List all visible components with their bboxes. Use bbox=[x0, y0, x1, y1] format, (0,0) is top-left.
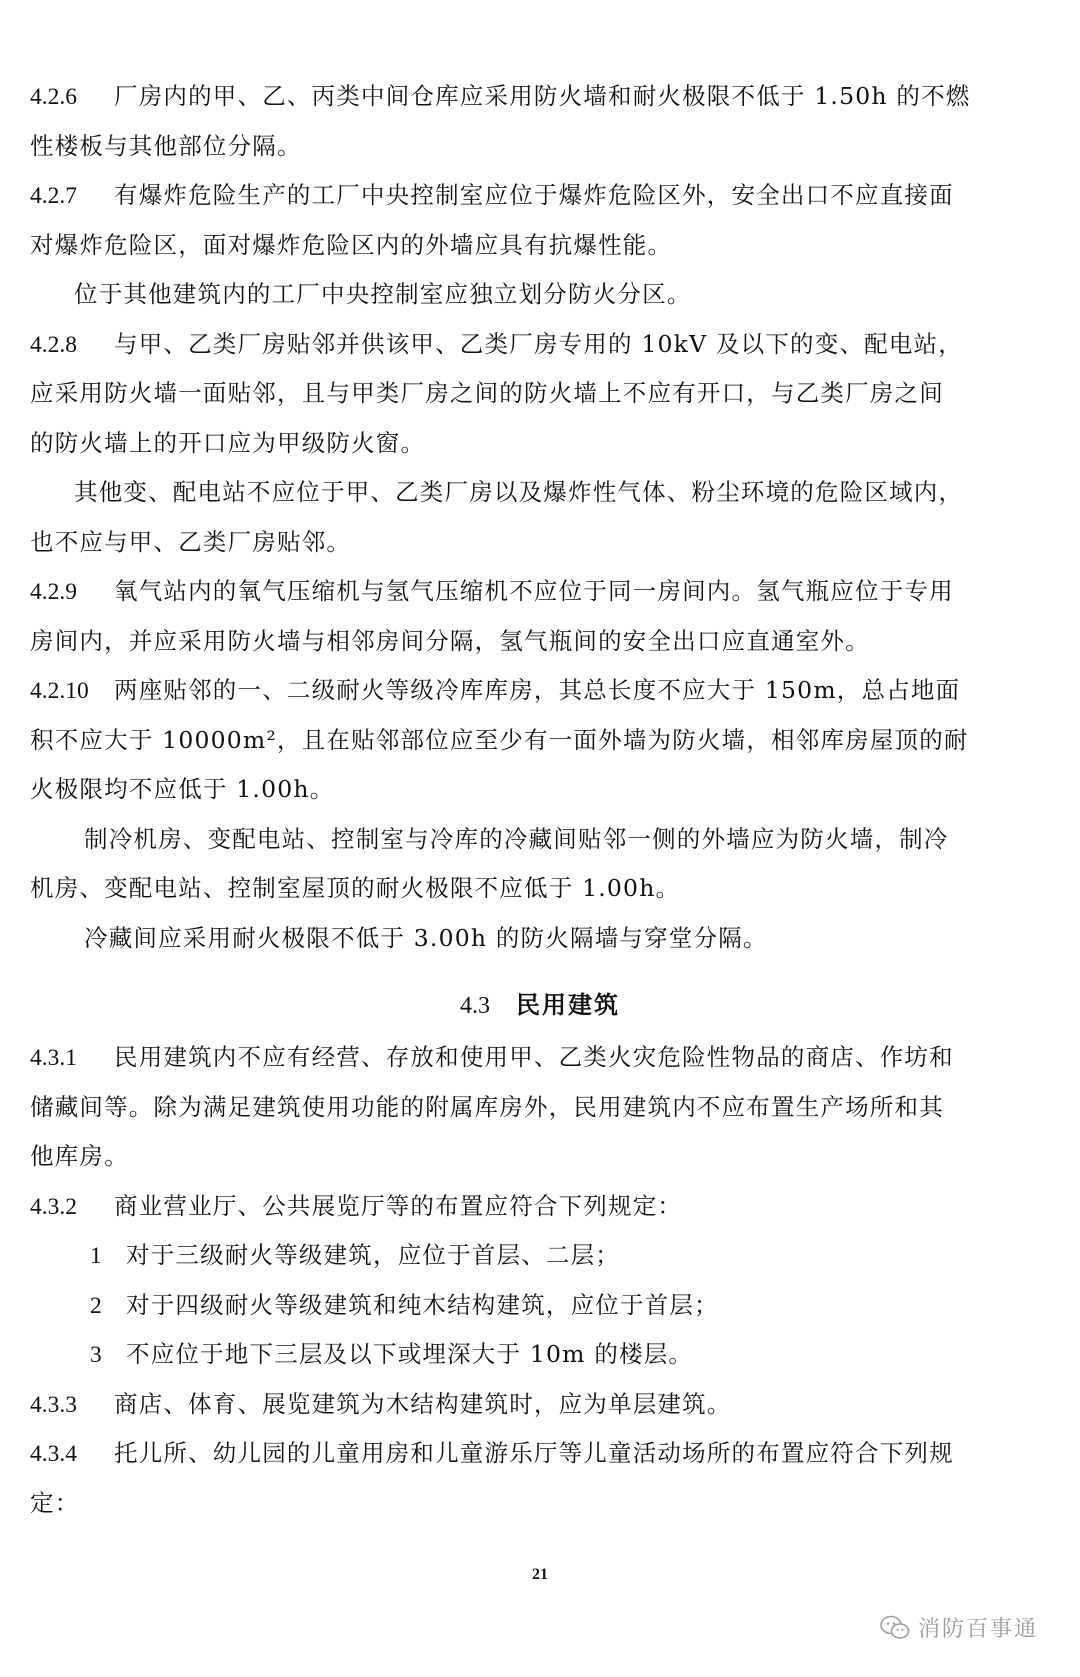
wechat-icon bbox=[880, 1615, 910, 1641]
text-line bbox=[30, 617, 990, 667]
line-text: 机房、变配电站、控制室屋顶的耐火极限不应低于 1.00h。 bbox=[30, 874, 681, 902]
text-line bbox=[30, 1182, 990, 1232]
text-line bbox=[30, 1083, 990, 1133]
line-text: 他库房。 bbox=[30, 1142, 129, 1170]
line-text: 也不应与甲、乙类厂房贴邻。 bbox=[30, 527, 352, 556]
text-line bbox=[30, 666, 990, 716]
line-text: 对于三级耐火等级建筑，应位于首层、二层； bbox=[126, 1241, 620, 1269]
line-text: 厂房内的甲、乙、丙类中间仓库应采用防火墙和耐火极限不低于 1.50h 的不燃 bbox=[114, 82, 971, 110]
line-text: 两座贴邻的一、二级耐火等级冷库库房，其总长度不应大于 150m，总占地面 bbox=[114, 676, 961, 704]
text-line bbox=[30, 270, 990, 320]
text-line bbox=[30, 1429, 990, 1479]
text-line bbox=[30, 171, 990, 221]
clause-number: 4.2.9 bbox=[30, 579, 77, 605]
list-item bbox=[30, 1231, 990, 1281]
text-line bbox=[30, 815, 990, 865]
text-line bbox=[30, 518, 990, 568]
line-text: 其他变、配电站不应位于甲、乙类厂房以及爆炸性气体、粉尘环境的危险区域内， bbox=[74, 478, 964, 506]
line-text: 商业营业厅、公共展览厅等的布置应符合下列规定： bbox=[114, 1191, 683, 1220]
line-text: 房间内，并应采用防火墙与相邻房间分隔，氢气瓶间的安全出口应直通室外。 bbox=[30, 626, 870, 655]
clause-number: 4.3.1 bbox=[30, 1045, 77, 1071]
line-text: 不应位于地下三层及以下或埋深大于 10m 的楼层。 bbox=[126, 1340, 694, 1368]
item-number: 2 bbox=[90, 1292, 102, 1319]
section-heading bbox=[0, 985, 1080, 1020]
line-text: 位于其他建筑内的工厂中央控制室应独立划分防火分区。 bbox=[74, 280, 692, 308]
line-text: 储藏间等。除为满足建筑使用功能的附属库房外，民用建筑内不应布置生产场所和其 bbox=[30, 1092, 944, 1121]
clause-number: 4.2.10 bbox=[30, 678, 89, 704]
section-title: 民用建筑 bbox=[516, 990, 620, 1019]
page-number: 21 bbox=[532, 1566, 548, 1583]
text-line bbox=[30, 72, 990, 122]
line-text: 商店、体育、展览建筑为木结构建筑时，应为单层建筑。 bbox=[114, 1389, 732, 1418]
section-number: 4.3 bbox=[460, 993, 490, 1019]
line-text: 有爆炸危险生产的工厂中央控制室应位于爆炸危险区外，安全出口不应直接面 bbox=[114, 181, 954, 209]
clause-number: 4.3.4 bbox=[30, 1441, 77, 1467]
text-line bbox=[30, 864, 990, 914]
list-item bbox=[30, 1281, 990, 1331]
clause-number: 4.2.6 bbox=[30, 84, 77, 110]
item-number: 3 bbox=[90, 1342, 102, 1368]
clause-number: 4.2.8 bbox=[30, 331, 77, 358]
text-line bbox=[30, 567, 990, 617]
text-line bbox=[30, 716, 990, 766]
clause-number: 4.3.2 bbox=[30, 1193, 77, 1220]
line-text: 火极限均不应低于 1.00h。 bbox=[30, 775, 335, 803]
text-line bbox=[30, 468, 990, 518]
line-text: 民用建筑内不应有经营、存放和使用甲、乙类火灾危险性物品的商店、作坊和 bbox=[114, 1043, 954, 1071]
watermark bbox=[880, 1612, 1038, 1643]
line-text: 的防火墙上的开口应为甲级防火窗。 bbox=[30, 428, 426, 457]
line-text: 与甲、乙类厂房贴邻并供该甲、乙类厂房专用的 10kV 及以下的变、配电站， bbox=[114, 329, 963, 358]
line-text: 制冷机房、变配电站、控制室与冷库的冷藏间贴邻一侧的外墙应为防火墙，制冷 bbox=[84, 824, 949, 853]
line-text: 对爆炸危险区，面对爆炸危险区内的外墙应具有抗爆性能。 bbox=[30, 230, 673, 259]
section-4-3-text bbox=[30, 1033, 990, 1528]
section-4-2-text bbox=[30, 72, 990, 963]
text-line bbox=[30, 320, 990, 370]
line-text: 对于四级耐火等级建筑和纯木结构建筑，应位于首层； bbox=[126, 1290, 719, 1319]
text-line bbox=[30, 1132, 990, 1182]
item-number: 1 bbox=[90, 1243, 102, 1269]
text-line bbox=[30, 914, 990, 964]
line-text: 性楼板与其他部位分隔。 bbox=[30, 131, 302, 160]
line-text: 定： bbox=[30, 1488, 80, 1517]
clause-number: 4.3.3 bbox=[30, 1391, 77, 1418]
text-line bbox=[30, 1479, 990, 1529]
line-text: 积不应大于 10000m²，且在贴邻部位应至少有一面外墙为防火墙，相邻库房屋顶的耐 bbox=[30, 725, 969, 754]
line-text: 氧气站内的氧气压缩机与氢气压缩机不应位于同一房间内。氢气瓶应位于专用 bbox=[114, 577, 954, 605]
line-text: 应采用防火墙一面贴邻，且与甲类厂房之间的防火墙上不应有开口，与乙类厂房之间 bbox=[30, 379, 944, 407]
text-line bbox=[30, 369, 990, 419]
watermark-text: 消防百事通 bbox=[918, 1617, 1039, 1642]
line-text: 托儿所、幼儿园的儿童用房和儿童游乐厅等儿童活动场所的布置应符合下列规 bbox=[114, 1439, 954, 1467]
text-line bbox=[30, 1380, 990, 1430]
clause-number: 4.2.7 bbox=[30, 183, 77, 209]
text-line bbox=[30, 122, 990, 172]
line-text: 冷藏间应采用耐火极限不低于 3.00h 的防火隔墙与穿堂分隔。 bbox=[84, 923, 768, 952]
text-line bbox=[30, 1033, 990, 1083]
text-line bbox=[30, 765, 990, 815]
text-line bbox=[30, 221, 990, 271]
text-line bbox=[30, 419, 990, 469]
list-item bbox=[30, 1330, 990, 1380]
